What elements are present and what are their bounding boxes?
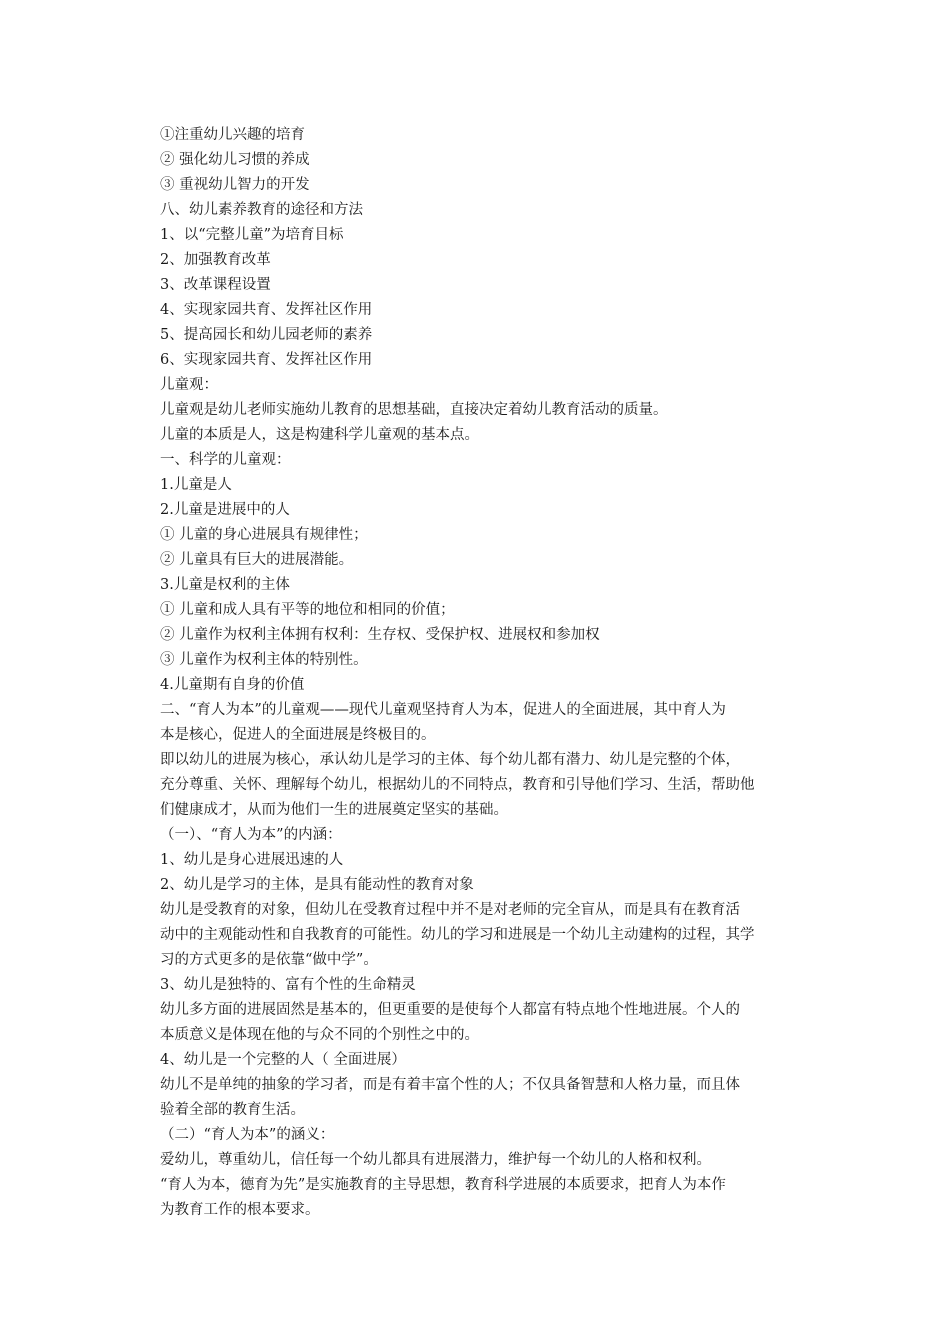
text-line: 为教育工作的根本要求。 <box>160 1202 320 1218</box>
text-line: 2.儿童是进展中的人 <box>160 502 290 518</box>
text-line: 儿童观是幼儿老师实施幼儿教育的思想基础，直接决定着幼儿教育活动的质量。 <box>160 402 668 418</box>
text-line: 6、实现家园共育、发挥社区作用 <box>160 352 373 368</box>
text-line: ② 儿童具有巨大的进展潜能。 <box>160 552 354 568</box>
text-line: 儿童的本质是人，这是构建科学儿童观的基本点。 <box>160 427 479 443</box>
subsection-heading: （二）“育人为本”的涵义： <box>160 1127 335 1143</box>
text-line: 本质意义是体现在他的与众不同的个别性之中的。 <box>160 1027 479 1043</box>
subsection-heading: （一）、“育人为本”的内涵： <box>160 827 342 843</box>
text-line: ①注重幼儿兴趣的培育 <box>160 127 305 143</box>
text-line: 习的方式更多的是依靠“做中学”。 <box>160 952 378 968</box>
text-line: 4、幼儿是一个完整的人（ 全面进展） <box>160 1052 406 1068</box>
text-line: 2、加强教育改革 <box>160 252 271 268</box>
text-line: ③ 儿童作为权利主体的特别性。 <box>160 652 368 668</box>
text-line: 3、幼儿是独特的、富有个性的生命精灵 <box>160 977 416 993</box>
text-line: 充分尊重、关怀、理解每个幼儿，根据幼儿的不同特点，教育和引导他们学习、生活，帮助他 <box>160 777 755 793</box>
text-line: 4.儿童期有自身的价值 <box>160 677 305 693</box>
text-line: ③ 重视幼儿智力的开发 <box>160 177 310 193</box>
text-line: ① 儿童的身心进展具有规律性； <box>160 527 368 543</box>
text-line: 3.儿童是权利的主体 <box>160 577 290 593</box>
text-line: 3、改革课程设置 <box>160 277 271 293</box>
text-line: 4、实现家园共育、发挥社区作用 <box>160 302 373 318</box>
text-line: 1.儿童是人 <box>160 477 232 493</box>
text-line: 2、幼儿是学习的主体，是具有能动性的教育对象 <box>160 877 474 893</box>
text-line: 幼儿多方面的进展固然是基本的，但更重要的是使每个人都富有特点地个性地进展。个人的 <box>160 1002 740 1018</box>
text-line: 5、提高园长和幼儿园老师的素养 <box>160 327 373 343</box>
section-heading: 一、科学的儿童观： <box>160 452 291 468</box>
text-line: ② 强化幼儿习惯的养成 <box>160 152 310 168</box>
section-heading: 二、“育人为本”的儿童观——现代儿童观坚持育人为本，促进人的全面进展，其中育人为 <box>160 702 726 718</box>
text-line: 们健康成才，从而为他们一生的进展奠定坚实的基础。 <box>160 802 508 818</box>
text-line: 动中的主观能动性和自我教育的可能性。幼儿的学习和进展是一个幼儿主动建构的过程，其学 <box>160 927 755 943</box>
text-line: ① 儿童和成人具有平等的地位和相同的价值； <box>160 602 455 618</box>
text-line: 即以幼儿的进展为核心，承认幼儿是学习的主体、每个幼儿都有潜力、幼儿是完整的个体， <box>160 752 740 768</box>
text-line: 爱幼儿，尊重幼儿，信任每一个幼儿都具有进展潜力，维护每一个幼儿的人格和权利。 <box>160 1152 711 1168</box>
text-line: ② 儿童作为权利主体拥有权利：生存权、受保护权、进展权和参加权 <box>160 627 600 643</box>
section-heading: 八、幼儿素养教育的途径和方法 <box>160 202 363 218</box>
text-line: 幼儿不是单纯的抽象的学习者，而是有着丰富个性的人；不仅具备智慧和人格力量，而且体 <box>160 1077 740 1093</box>
text-line: 验着全部的教育生活。 <box>160 1102 305 1118</box>
text-line: “育人为本，德育为先”是实施教育的主导思想，教育科学进展的本质要求，把育人为本作 <box>160 1177 726 1193</box>
text-line: 1、幼儿是身心进展迅速的人 <box>160 852 344 868</box>
text-line: 1、以“完整儿童”为培育目标 <box>160 227 344 243</box>
text-line: 本是核心，促进人的全面进展是终极目的。 <box>160 727 436 743</box>
text-line: 幼儿是受教育的对象，但幼儿在受教育过程中并不是对老师的完全盲从，而是具有在教育活 <box>160 902 740 918</box>
section-heading: 儿童观： <box>160 377 218 393</box>
